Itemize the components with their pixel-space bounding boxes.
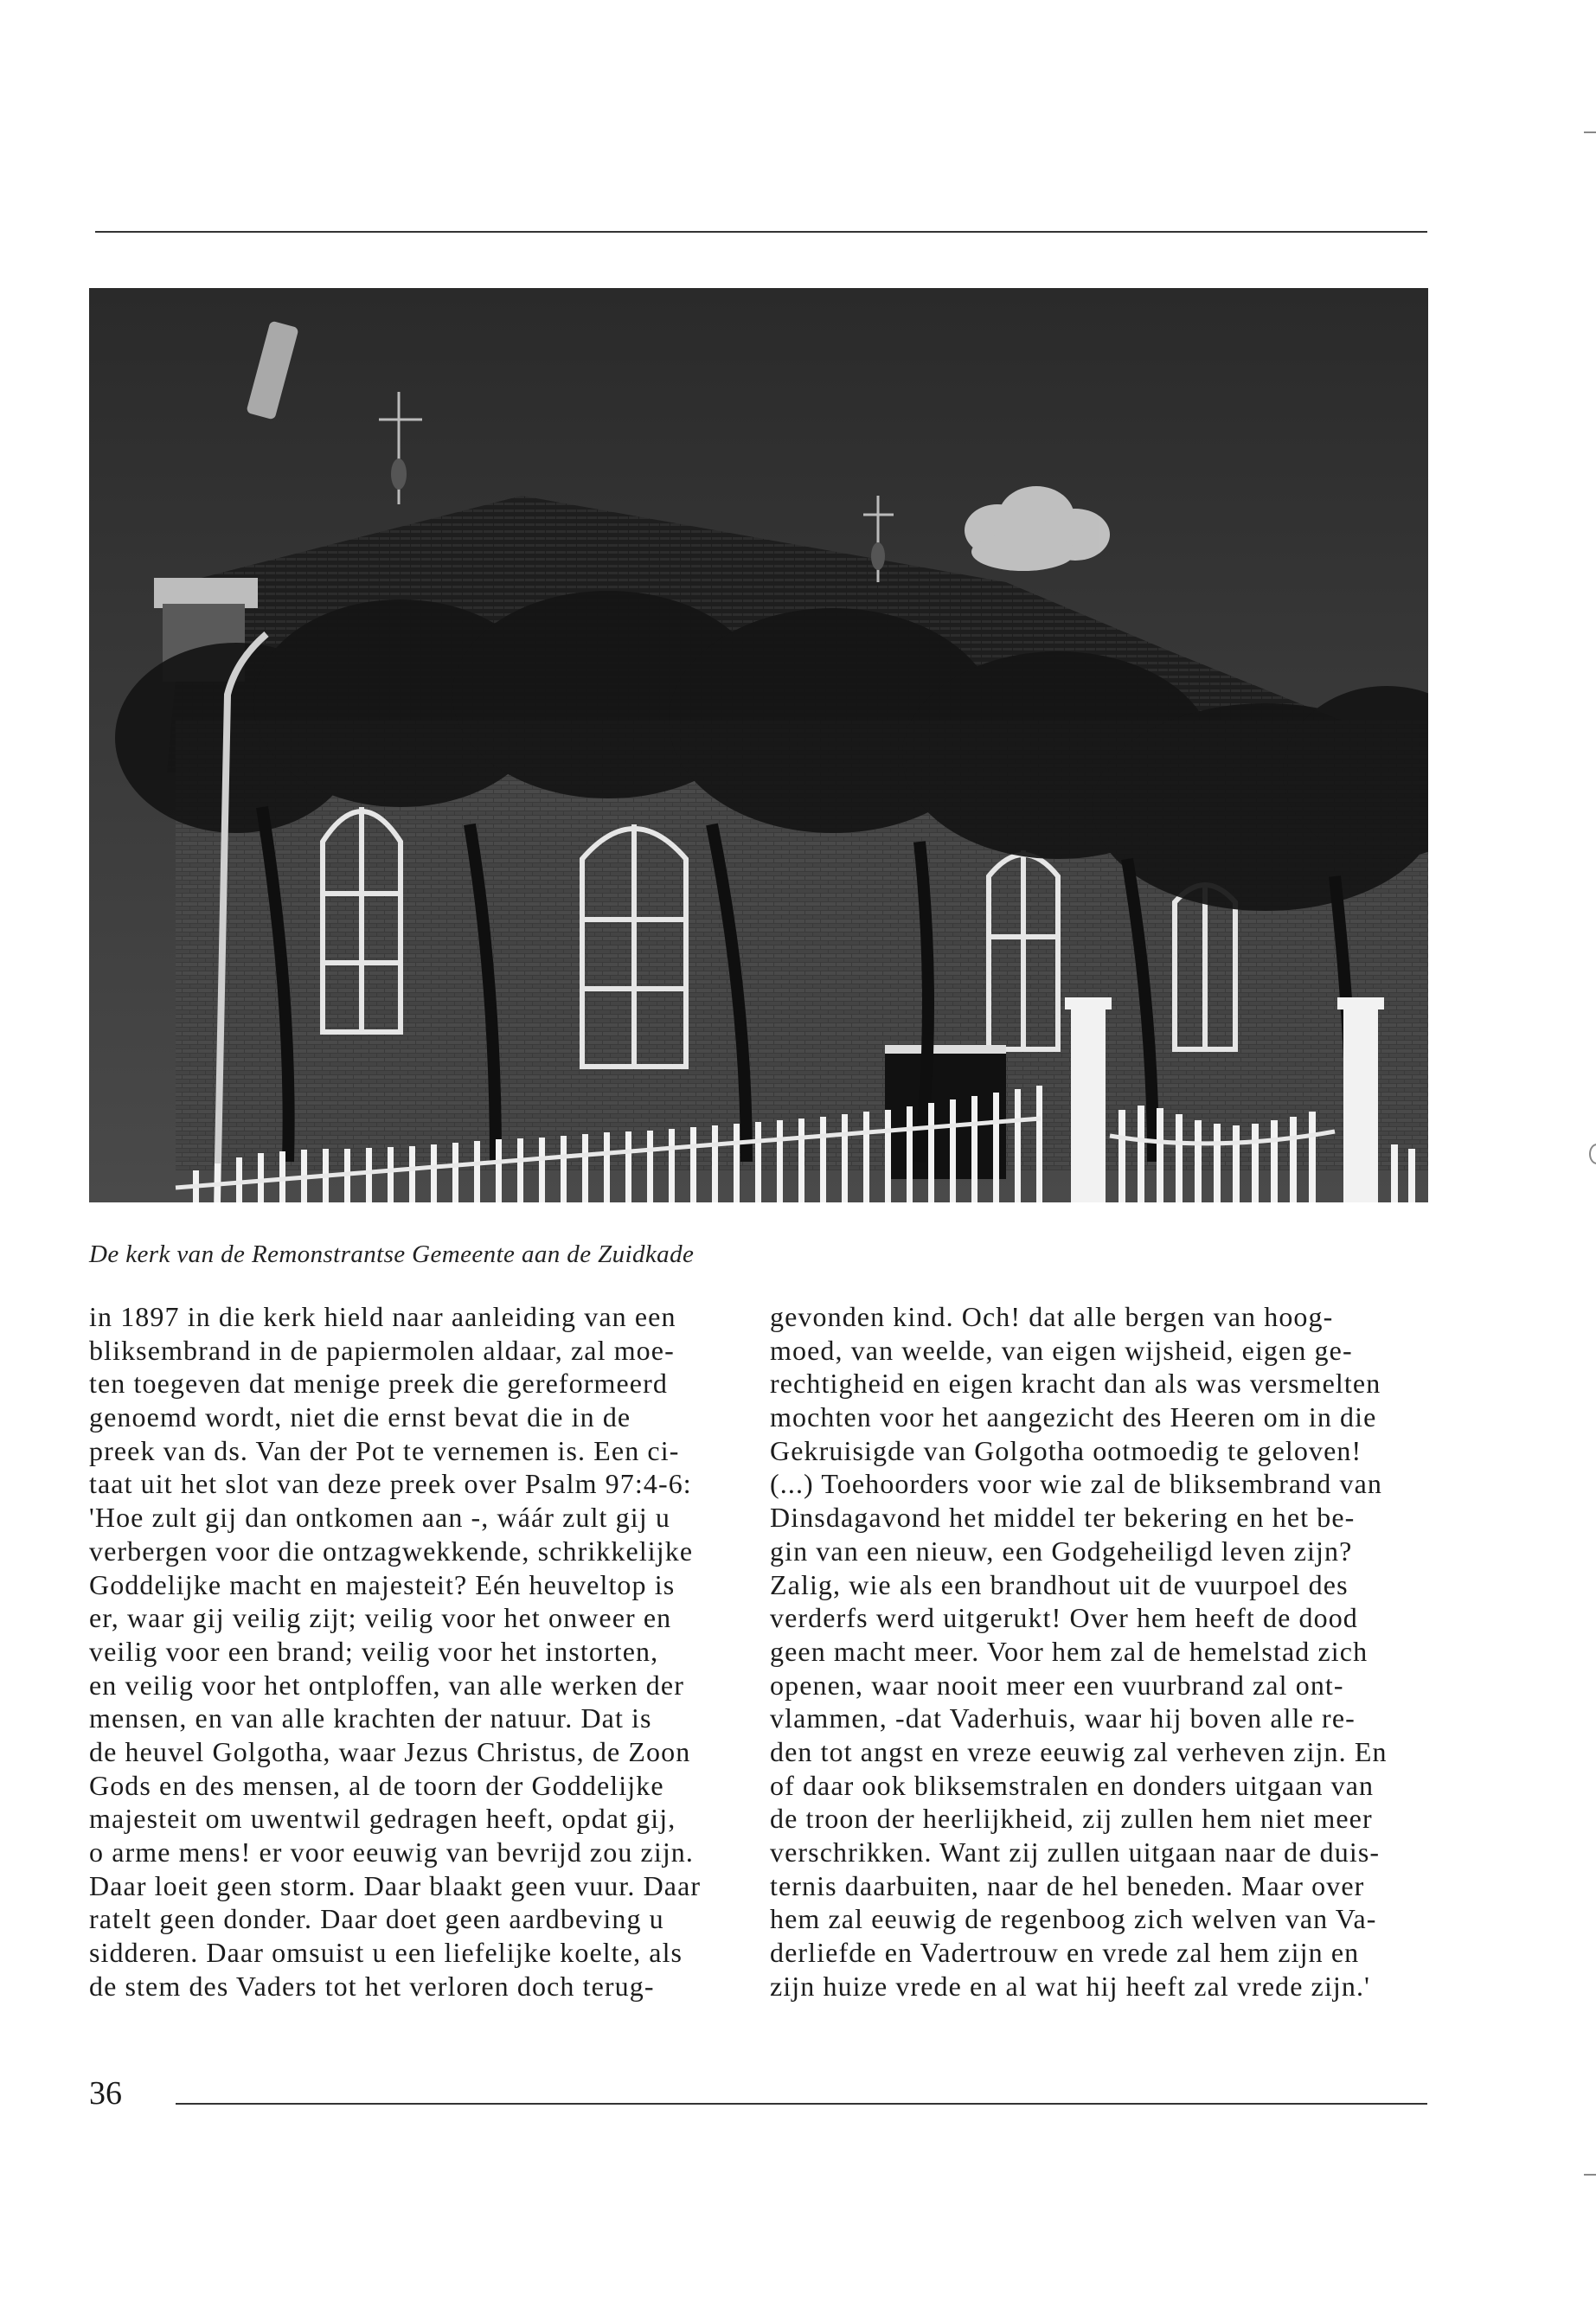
text-line: o arme mens! er voor eeuwig van bevrijd zou zijn. xyxy=(89,1836,695,1868)
text-line: gin van een nieuw, een Godgeheiligd leven zijn? xyxy=(770,1535,1353,1567)
text-line: Dinsdagavond het middel ter bekering en het be- xyxy=(770,1502,1356,1534)
text-line: verderfs werd uitgerukt! Over hem heeft de dood xyxy=(770,1602,1358,1634)
text-line: de troon der heerlijkheid, zij zullen hem niet meer xyxy=(770,1803,1373,1835)
text-line: ternis daarbuiten, naar de hel beneden. Maar over xyxy=(770,1869,1365,1901)
registration-mark xyxy=(1589,1144,1596,1164)
text-line: hem zal eeuwig de regenboog zich welven van Va- xyxy=(770,1903,1377,1935)
header-rule xyxy=(95,231,1427,233)
text-line: taat uit het slot van deze preek over Psalm 97:4-6: xyxy=(89,1468,692,1500)
text-line: geen macht meer. Voor hem zal de hemelstad zich xyxy=(770,1635,1368,1667)
text-line: mensen, en van alle krachten der natuur. Dat is xyxy=(89,1702,652,1734)
text-line: den tot angst en vreze eeuwig zal verheven zijn. En xyxy=(770,1735,1388,1767)
text-line: Gekruisigde van Golgotha ootmoedig te geloven! xyxy=(770,1434,1362,1466)
text-line: (...) Toehoorders voor wie zal de bliksembrand van xyxy=(770,1468,1382,1500)
text-line: in 1897 in die kerk hield naar aanleiding van een xyxy=(89,1301,676,1332)
text-line: genoemd wordt, niet die ernst bevat die in de xyxy=(89,1401,631,1433)
text-line: derliefde en Vadertrouw en vrede zal hem zijn en xyxy=(770,1937,1360,1969)
text-line: sidderen. Daar omsuist u een liefelijke koelte, als xyxy=(89,1937,683,1969)
text-line: 'Hoe zult gij dan ontkomen aan -, wáár zult gij u xyxy=(89,1502,670,1534)
church-photo xyxy=(89,288,1428,1202)
text-line: en veilig voor het ontploffen, van alle werken der xyxy=(89,1669,684,1701)
text-line: preek van ds. Van der Pot te vernemen is. Een ci- xyxy=(89,1434,680,1466)
text-line: Daar loeit geen storm. Daar blaakt geen vuur. Daar xyxy=(89,1869,702,1901)
figure-caption: De kerk van de Remonstrantse Gemeente aan de Zuidkade xyxy=(89,1240,695,1268)
text-line: gevonden kind. Och! dat alle bergen van hoog- xyxy=(770,1301,1334,1332)
text-line: ratelt geen donder. Daar doet geen aardbeving u xyxy=(89,1903,664,1935)
text-line: rechtigheid en eigen kracht dan als was versmelten xyxy=(770,1368,1381,1400)
text-line: verbergen voor die ontzagwekkende, schrikkelijke xyxy=(89,1535,694,1567)
text-column-left xyxy=(89,1300,747,2003)
text-line: zijn huize vrede en al wat hij heeft zal vrede zijn.' xyxy=(770,1970,1370,2002)
text-line: majesteit om uwentwil gedragen heeft, opdat gij, xyxy=(89,1803,676,1835)
text-line: de heuvel Golgotha, waar Jezus Christus, de Zoon xyxy=(89,1735,691,1767)
text-line: verschrikken. Want zij zullen uitgaan naar de duis- xyxy=(770,1836,1381,1868)
page-number: 36 xyxy=(89,2075,122,2112)
text-line: Gods en des mensen, al de toorn der Goddelijke xyxy=(89,1769,664,1801)
text-column-right xyxy=(770,1300,1427,2003)
crop-mark-bottom xyxy=(1584,2174,1596,2176)
text-line: ten toegeven dat menige preek die gereformeerd xyxy=(89,1368,668,1400)
text-line: of daar ook bliksemstralen en donders uitgaan van xyxy=(770,1769,1375,1801)
text-line: Zalig, wie als een brandhout uit de vuurpoel des xyxy=(770,1568,1349,1600)
photo-church-icon xyxy=(89,288,1428,1202)
text-line: moed, van weelde, van eigen wijsheid, eigen ge- xyxy=(770,1334,1353,1366)
text-line: de stem des Vaders tot het verloren doch terug- xyxy=(89,1970,655,2002)
text-line: er, waar gij veilig zijt; veilig voor het onweer en xyxy=(89,1602,672,1634)
text-line: mochten voor het aangezicht des Heeren om in die xyxy=(770,1401,1377,1433)
text-line: openen, waar nooit meer een vuurbrand zal ont- xyxy=(770,1669,1344,1701)
text-line: vlammen, -dat Vaderhuis, waar hij boven alle re- xyxy=(770,1702,1356,1734)
text-line: bliksembrand in de papiermolen aldaar, zal moe- xyxy=(89,1334,675,1366)
footer-rule xyxy=(176,2103,1427,2105)
text-line: veilig voor een brand; veilig voor het instorten, xyxy=(89,1635,659,1667)
text-line: Goddelijke macht en majesteit? Eén heuveltop is xyxy=(89,1568,676,1600)
crop-mark-top xyxy=(1584,131,1596,133)
